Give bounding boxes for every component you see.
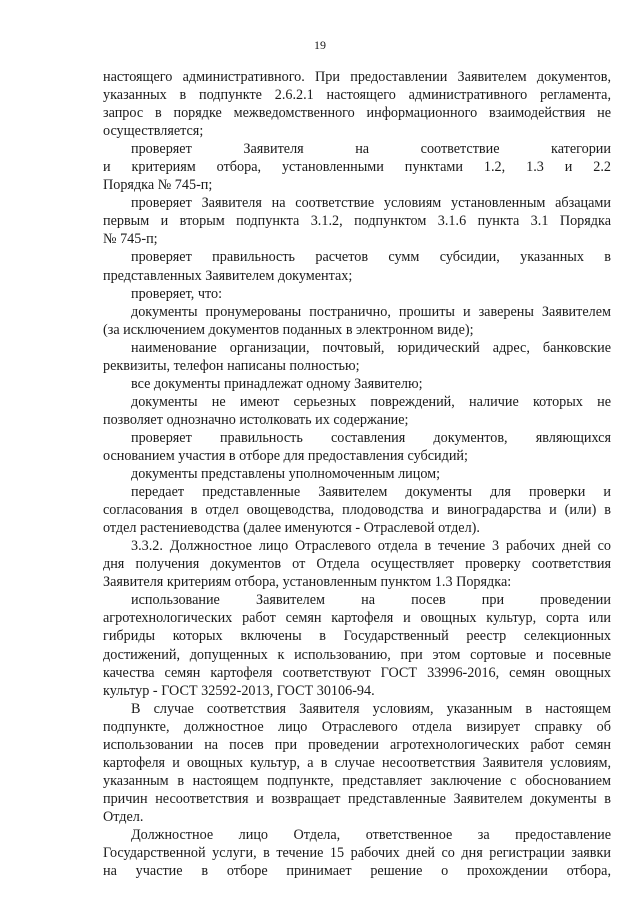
text-line: Должностное лицо Отдела, ответственное за предоставление — [131, 826, 611, 843]
text-line: позволяет однозначно истолковать их содержание; — [103, 411, 409, 428]
text-line: наименование организации, почтовый, юридический адрес, банковские — [131, 339, 611, 356]
text-line: использование Заявителем на посев при проведении — [131, 592, 611, 609]
text-line: основанием участия в отборе для предоставления субсидий; — [103, 447, 468, 464]
text-line: проверяет, что: — [131, 285, 223, 302]
text-line: указанных в подпункте 2.6.2.1 настоящего административного регламента, — [103, 87, 611, 104]
text-line: проверяет правильность расчетов сумм субсидии, указанных в — [131, 249, 611, 266]
document-body-text — [103, 68, 611, 880]
text-line: Государственной услуги, в течение 15 рабочих дней со дня регистрации заявки — [103, 845, 611, 862]
text-line: настоящего административного. При предоставлении Заявителем документов, — [103, 69, 611, 85]
text-line: достижений, допущенных к использованию, при этом сортовые и посевные — [103, 646, 611, 663]
text-line: представленных Заявителем документах; — [103, 267, 353, 284]
text-line: В случае соответствия Заявителя условиям, указанным в настоящем — [131, 700, 611, 717]
text-line: Заявителя критериям отбора, установленным пунктом 1.3 Порядка: — [103, 574, 512, 591]
text-line: проверяет Заявителя на соответствие категории — [131, 141, 611, 158]
text-line: подпункте, должностное лицо Отраслевого отдела визирует справку об — [103, 718, 611, 735]
text-line: дня получения документов от Отдела осуществляет проверку соответствия — [103, 556, 611, 573]
text-line: картофеля и овощных культур, а в случае несоответствия Заявителя условиям, — [103, 754, 611, 771]
text-line: культур - ГОСТ 32592-2013, ГОСТ 30106-94. — [103, 682, 375, 699]
text-line: осуществляется; — [103, 123, 204, 140]
text-line: Отдел. — [103, 808, 144, 825]
text-line: агротехнологических работ семян картофеля и овощных культур, сорта или — [103, 610, 611, 627]
text-line: на участие в отборе принимает решение о прохождении отбора, — [103, 863, 611, 880]
text-line: все документы принадлежат одному Заявителю; — [131, 375, 423, 392]
text-line: документы пронумерованы постранично, прошиты и заверены Заявителем — [131, 303, 611, 320]
text-line: 3.3.2. Должностное лицо Отраслевого отдела в течение 3 рабочих дней со — [131, 538, 611, 555]
text-line: документы представлены уполномоченным лицом; — [131, 466, 441, 483]
text-line: реквизиты, телефон написаны полностью; — [103, 357, 360, 374]
text-line: документы не имеют серьезных повреждений, наличие которых не — [131, 393, 611, 410]
text-line: согласования в отдел овощеводства, плодоводства и виноградарства и (или) в — [103, 502, 611, 519]
text-line: запрос в порядке межведомственного информационного взаимодействия не — [103, 105, 611, 122]
text-line: первым и вторым подпункта 3.1.2, подпунктом 3.1.6 пункта 3.1 Порядка — [103, 213, 611, 230]
text-line: Порядка № 745-п; — [103, 177, 213, 194]
text-line: использовании на посев при проведении агротехнологических работ семян — [103, 736, 611, 753]
page-number: 19 — [314, 38, 326, 52]
text-line: гибриды которых включены в Государственный реестр селекционных — [103, 628, 611, 645]
text-line: указанным в настоящем подпункте, представляет заключение с обоснованием — [103, 772, 611, 789]
text-line: отдел растениеводства (далее именуются - Отраслевой отдел). — [103, 520, 480, 537]
text-line: качества семян картофеля соответствуют ГОСТ 33996-2016, семян овощных — [103, 664, 611, 681]
text-line: и критериям отбора, установленными пунктами 1.2, 1.3 и 2.2 — [103, 159, 611, 176]
text-line: проверяет правильность составления документов, являющихся — [131, 429, 611, 446]
text-line: № 745-п; — [103, 231, 158, 248]
text-line: причин несоответствия и возвращает представленные Заявителем документы в — [103, 790, 611, 807]
text-line: передает представленные Заявителем документы для проверки и — [131, 484, 611, 501]
text-line: (за исключением документов поданных в электронном виде); — [103, 321, 474, 338]
text-line: проверяет Заявителя на соответствие условиям установленным абзацами — [131, 195, 611, 212]
